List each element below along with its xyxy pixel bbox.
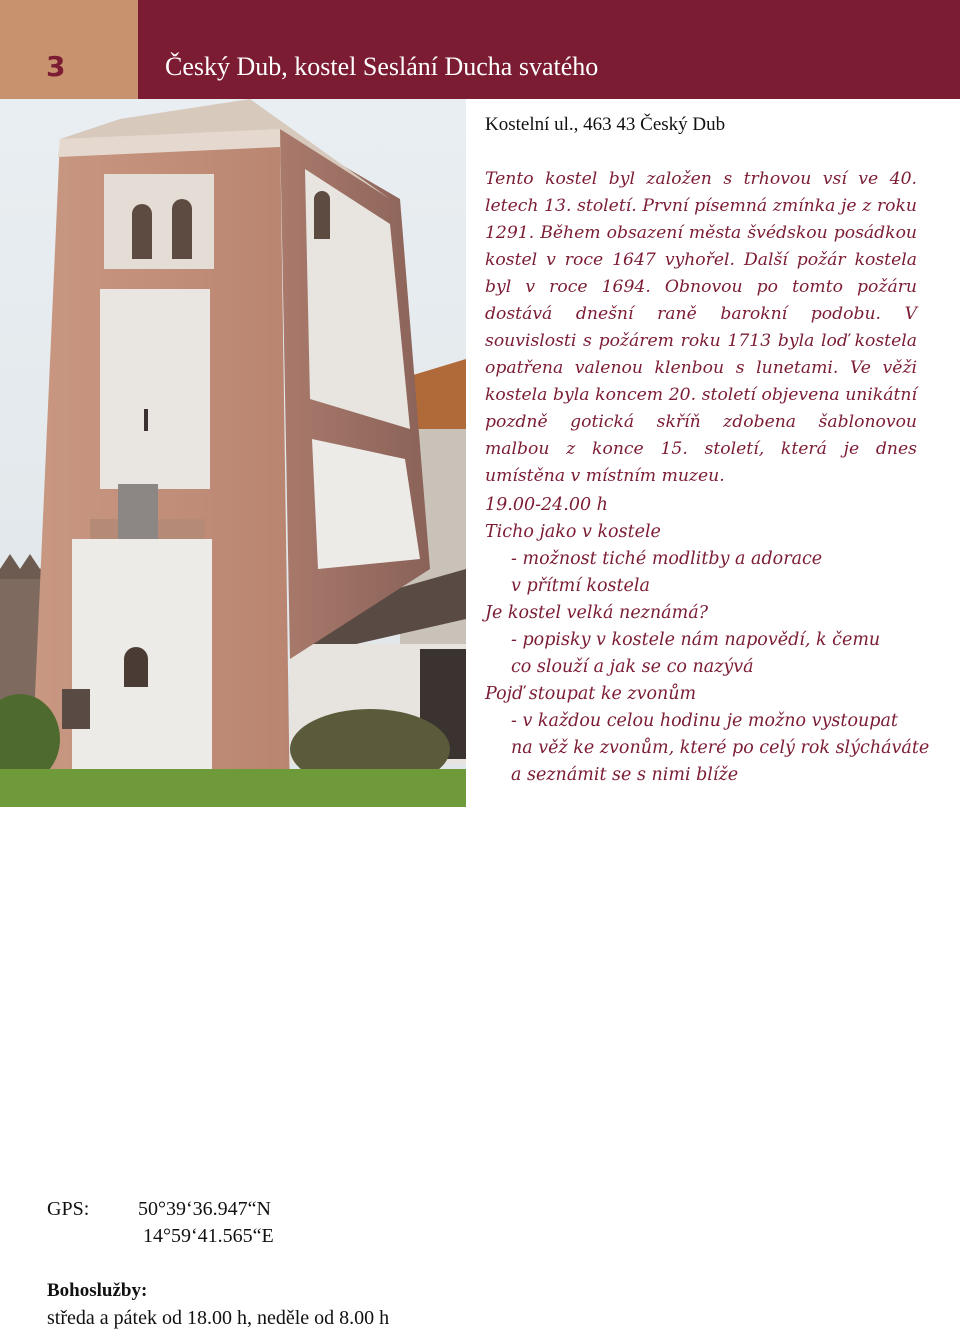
gps-longitude: 14°59‘41.565“E (143, 1225, 274, 1247)
event-program (485, 492, 940, 789)
program-item-title: Ticho jako v kostele (485, 522, 661, 542)
program-item-line: na věž ke zvonům, které po celý rok slýcháváte (511, 738, 930, 758)
program-item-line: a seznámit se s nimi blíže (511, 765, 739, 785)
program-item-title: Je kostel velká neznámá? (485, 603, 709, 623)
gps-latitude: 50°39‘36.947“N (138, 1198, 271, 1220)
program-item-line: - popisky v kostele nám napovědí, k čemu (511, 630, 881, 650)
church-photo-illustration (0, 99, 466, 807)
title-bar (138, 0, 960, 99)
church-tower-photo (0, 99, 466, 807)
program-time: 19.00-24.00 h (485, 495, 608, 515)
entry-number: 3 (46, 50, 66, 83)
number-box (0, 0, 138, 99)
program-item-line: v přítmí kostela (511, 576, 650, 596)
gps-label: GPS: (47, 1198, 90, 1220)
description-text: Tento kostel byl založen s trhovou vsí ve 40. letech 13. století. První písemná zmínka je z roku 1291. Během obsazení města švédskou posádkou kostel v roce 1647 vyhořel. Další požár kostela byl v roce 1694. Obnovou po tomto požáru dostává dnešní raně barokní podobu. V souvislosti s požárem roku 1713 byla loď kostela opatřena valenou klenbou s lunetami. Ve věži kostela byla koncem 20. století objevena unikátní pozdně gotická skříň zdobena šablonovou malbou z konce 15. století, která je dnes umístěna v místním muzeu. (485, 169, 917, 486)
program-item-title: Pojď stoupat ke zvonům (485, 684, 697, 704)
program-item-line: co slouží a jak se co nazývá (511, 657, 754, 677)
page-title: Český Dub, kostel Seslání Ducha svatého (165, 52, 599, 81)
program-item-line: - možnost tiché modlitby a adorace (511, 549, 823, 569)
program-item-line: - v každou celou hodinu je možno vystoupat (511, 711, 898, 731)
services-schedule: středa a pátek od 18.00 h, neděle od 8.00 h (47, 1307, 390, 1329)
address: Kostelní ul., 463 43 Český Dub (485, 114, 726, 135)
services-label: Bohoslužby: (47, 1280, 148, 1301)
page-header (0, 0, 960, 99)
